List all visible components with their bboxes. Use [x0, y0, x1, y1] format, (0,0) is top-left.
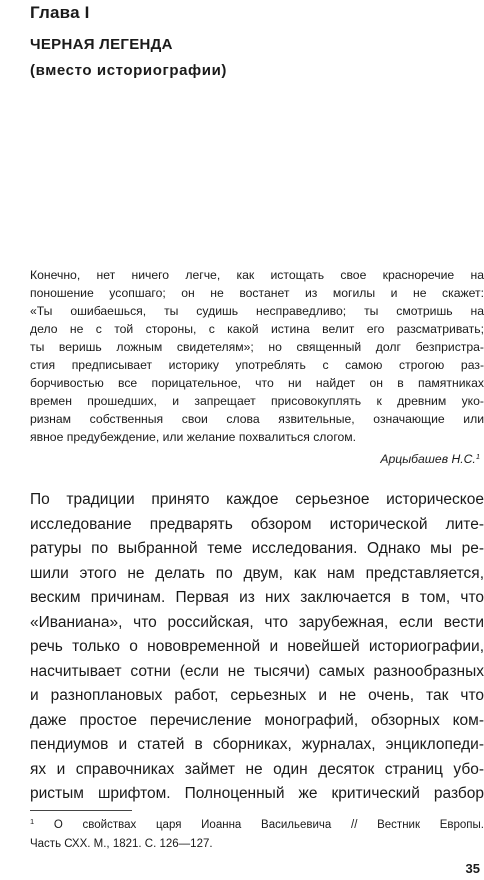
body-line: ратуры по выбранной теме исследования. Однако мы ре- — [30, 540, 484, 557]
epigraph-line: Конечно, нет ничего легче, как истощать свое красноречие на — [30, 268, 484, 282]
body-line: насчитывает сотни (если не тысячи) самых разнообразных — [30, 662, 484, 680]
body-line: и разноплановых работ, серьезных и не очень, так что — [30, 687, 484, 704]
epigraph-line: стия предписывает историку употреблять с самою строгою раз- — [30, 358, 484, 372]
chapter-title: ЧЕРНАЯ ЛЕГЕНДА — [30, 36, 173, 53]
epigraph-line: дело не с той стороны, с какой истина велит его разсматривать; — [30, 322, 484, 336]
body-line: По традиции принято каждое серьезное историческое — [30, 491, 484, 508]
body-line: шили этого не делать по двум, как нам представляется, — [30, 564, 484, 582]
body-line: исследование предварять обзором исторической лите- — [30, 515, 484, 533]
footnote-text: О свойствах царя Иоанна Васильевича // Вестник Европы. — [34, 819, 484, 831]
epigraph-line: явное предубеждение, или желание похвалиться слогом. — [30, 430, 357, 444]
footnote-line — [30, 816, 484, 835]
epigraph-line: поношение усопшаго; он не востанет из могилы и не скажет: — [30, 286, 484, 300]
epigraph-line: времен прошедших, и запрещает присовокуплять к древним уко- — [30, 394, 484, 408]
body-line: «Иваниана», что российская, что зарубежная, если вести — [30, 613, 484, 631]
page-number: 35 — [465, 861, 480, 876]
body-line: даже простое перечисление монографий, обзорных ком- — [30, 711, 484, 729]
footnote-divider — [30, 810, 132, 811]
epigraph-line: борчивостью все порицательное, что ни найдет он в памятниках — [30, 376, 484, 390]
footnote-line: Часть СХХ. М., 1821. С. 126—127. — [30, 838, 213, 850]
epigraph-line: ризнам собственныя свои слова язвительные, означающие или — [30, 412, 484, 426]
body-line: пендиумов и статей в сборниках, журналах, энциклопеди- — [30, 736, 484, 753]
body-line: ях и справочниках займет не один десяток страниц убо- — [30, 760, 484, 778]
epigraph-author-name: Арцыбашев Н.С. — [380, 452, 476, 466]
chapter-subtitle: (вместо историографии) — [30, 62, 228, 79]
footnote-ref: 1 — [475, 452, 480, 461]
body-line: речь только о нововременной и новейшей историографии, — [30, 638, 484, 655]
body-line: веским причинам. Первая из них заключается в том, что — [30, 589, 484, 606]
footnote — [30, 816, 484, 854]
epigraph-line: ты веришь ложным свидетелям»; но священный долг безпристра- — [30, 340, 484, 354]
chapter-label: Глава I — [30, 3, 90, 22]
epigraph-line: «Ты ошибаешься, ты судишь несправедливо; ты смотришь на — [30, 304, 484, 318]
epigraph-author — [380, 452, 480, 466]
body-line: ристым шрифтом. Полноценный же критический разбор — [30, 785, 484, 802]
epigraph — [30, 266, 484, 446]
footnote-marker: 1 — [30, 817, 35, 826]
body-text — [30, 488, 484, 807]
